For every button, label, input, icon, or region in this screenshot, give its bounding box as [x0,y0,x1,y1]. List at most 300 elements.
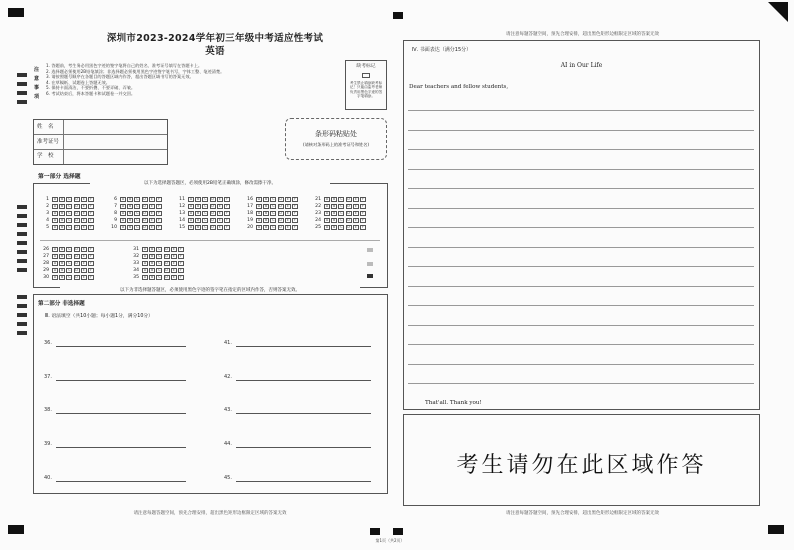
answer-bubble[interactable]: B [265,225,268,230]
writing-line[interactable] [408,344,754,345]
answer-bubble[interactable]: D [347,197,350,202]
answer-bubble[interactable]: B [61,197,64,202]
answer-bubble[interactable]: A [189,204,193,209]
answer-bubble[interactable]: E [82,247,85,252]
answer-bubble[interactable]: F [88,197,94,202]
answer-bubble[interactable]: C [68,204,71,209]
question-number: 10 [111,225,117,230]
answer-bubble[interactable]: D [75,218,78,223]
writing-line[interactable] [408,325,754,326]
answer-bubble[interactable]: E [82,275,85,280]
answer-bubble[interactable]: D [143,211,146,216]
answer-bubble[interactable]: B [61,247,64,252]
answer-bubble[interactable]: F [88,275,94,280]
answer-bubble[interactable]: D [279,225,282,230]
answer-bubble[interactable]: B [61,225,64,230]
answer-bubble[interactable]: A [53,254,57,259]
answer-bubble[interactable]: C [136,211,139,216]
timing-mark [17,82,27,86]
answer-bubble[interactable]: D [165,261,168,266]
answer-bubble[interactable]: D [75,247,78,252]
answer-bubble[interactable]: A [325,218,329,223]
answer-bubble[interactable]: F [178,261,184,266]
answer-bubble[interactable]: B [129,197,132,202]
answer-bubble[interactable]: C [340,218,343,223]
answer-bubble[interactable]: B [151,254,154,259]
answer-bubble[interactable]: F [292,204,298,209]
answer-bubble[interactable]: C [272,218,275,223]
answer-bubble[interactable]: B [265,218,268,223]
answer-bubble[interactable]: B [61,211,64,216]
timing-mark [17,331,27,335]
answer-bubble[interactable]: B [61,218,64,223]
answer-bubble[interactable]: E [286,197,289,202]
answer-bubble[interactable]: B [197,197,200,202]
question-number: 30 [43,275,49,280]
answer-bubble[interactable]: D [143,197,146,202]
answer-bubble[interactable]: A [257,218,261,223]
answer-bubble[interactable]: E [82,261,85,266]
answer-bubble[interactable]: D [347,218,350,223]
answer-bubble[interactable]: B [197,218,200,223]
answer-line[interactable] [56,481,186,482]
answer-bubble[interactable]: A [325,197,329,202]
answer-bubble[interactable]: E [172,247,175,252]
answer-bubble[interactable]: F [360,197,366,202]
choice-question [108,211,163,216]
answer-bubble[interactable]: F [88,225,94,230]
answer-bubble[interactable]: D [75,261,78,266]
answer-bubble[interactable]: F [224,225,230,230]
notice-item: 4. 在草稿纸、试题卷上答题无效。 [46,79,110,85]
choice-question [176,197,231,202]
answer-line[interactable] [236,481,371,482]
answer-bubble[interactable]: F [88,261,94,266]
answer-bubble[interactable]: D [75,204,78,209]
answer-bubble[interactable]: A [53,261,57,266]
choice-question [108,197,163,202]
answer-bubble[interactable]: E [286,218,289,223]
answer-bubble[interactable]: E [82,211,85,216]
answer-bubble[interactable]: B [151,268,154,273]
choice-question [40,197,95,202]
answer-bubble[interactable]: E [150,211,153,216]
answer-bubble[interactable]: C [158,254,161,259]
answer-bubble[interactable]: D [211,204,214,209]
answer-bubble[interactable]: E [354,211,357,216]
answer-bubble[interactable]: F [178,254,184,259]
answer-line[interactable] [236,447,371,448]
answer-bubble[interactable]: D [75,254,78,259]
answer-bubble[interactable]: F [224,204,230,209]
writing-line[interactable] [408,247,754,248]
answer-bubble[interactable]: C [158,247,161,252]
answer-bubble[interactable]: B [61,268,64,273]
answer-bubble[interactable]: B [333,204,336,209]
answer-bubble[interactable]: B [265,204,268,209]
answer-bubble[interactable]: E [82,218,85,223]
answer-bubble[interactable]: A [325,204,329,209]
question-number: 7 [114,204,117,209]
answer-bubble[interactable]: D [211,225,214,230]
answer-bubble[interactable]: A [143,254,147,259]
answer-bubble[interactable]: C [68,211,71,216]
section3-title: Ⅲ. 语法填空（共10小题；每小题1分，满分10分） [45,314,153,319]
answer-bubble[interactable]: E [82,204,85,209]
answer-bubble[interactable]: E [150,204,153,209]
answer-bubble[interactable]: C [340,204,343,209]
answer-bubble[interactable]: B [129,218,132,223]
choice-question [244,211,299,216]
answer-bubble[interactable]: F [224,211,230,216]
answer-bubble[interactable]: C [136,197,139,202]
answer-bubble[interactable]: B [129,225,132,230]
answer-bubble[interactable]: A [189,197,193,202]
answer-bubble[interactable]: C [136,204,139,209]
answer-line[interactable] [56,380,186,381]
part1-title: 第一部分 选择题 [38,174,81,180]
writing-line[interactable] [408,266,754,267]
question-number: 14 [179,218,185,223]
answer-bubble[interactable]: F [156,225,162,230]
absent-mark-checkbox[interactable] [362,73,370,78]
answer-bubble[interactable]: D [165,247,168,252]
answer-bubble[interactable]: F [224,197,230,202]
answer-bubble[interactable]: E [82,268,85,273]
answer-bubble[interactable]: F [88,268,94,273]
answer-bubble[interactable]: A [121,211,125,216]
answer-bubble[interactable]: C [68,197,71,202]
answer-bubble[interactable]: F [178,275,184,280]
answer-bubble[interactable]: D [75,225,78,230]
choice-question [40,204,95,209]
answer-bubble[interactable]: F [156,197,162,202]
writing-line[interactable] [408,364,754,365]
answer-bubble[interactable]: C [204,225,207,230]
answer-bubble[interactable]: C [340,225,343,230]
notice-label-char: 事 [34,85,40,91]
answer-bubble[interactable]: C [204,218,207,223]
answer-bubble[interactable]: F [292,211,298,216]
answer-bubble[interactable]: B [265,211,268,216]
writing-area [403,40,760,410]
answer-bubble[interactable]: B [151,275,154,280]
question-number: 11 [179,197,185,202]
name-field[interactable] [64,120,167,134]
choice-question [130,247,185,252]
question-number: 6 [114,197,117,202]
answer-bubble[interactable]: C [272,204,275,209]
answer-bubble[interactable]: F [292,218,298,223]
answer-bubble[interactable]: F [156,211,162,216]
answer-bubble[interactable]: F [88,247,94,252]
subject-title: 英语 [205,46,225,57]
answer-bubble[interactable]: D [165,275,168,280]
answer-bubble[interactable]: A [53,275,57,280]
exam-id-field[interactable] [64,135,167,149]
answer-bubble[interactable]: A [189,211,193,216]
absent-mark-title: 缺考标记 [356,64,376,69]
answer-line[interactable] [236,413,371,414]
answer-bubble[interactable]: E [82,254,85,259]
answer-bubble[interactable]: D [75,268,78,273]
answer-bubble[interactable]: C [68,225,71,230]
answer-bubble[interactable]: F [360,211,366,216]
blank-number: 42. [224,374,232,380]
blank-number: 37. [44,374,52,380]
answer-bubble[interactable]: C [68,254,71,259]
answer-bubble[interactable]: D [279,197,282,202]
answer-bubble[interactable]: E [172,254,175,259]
answer-bubble[interactable]: A [257,204,261,209]
answer-bubble[interactable]: E [150,225,153,230]
notice-item: 3. 请按照题号顺序在各题目的答题区域内作答，超出答题区域书写的答案无效。 [46,74,194,80]
choice-mark-2 [367,262,373,266]
answer-bubble[interactable]: F [88,218,94,223]
notice-item: 2. 选择题必须使用2B铅笔填涂；非选择题必须使用黑色字迹签字笔书写，字体工整、笔迹清楚。 [46,68,225,74]
answer-bubble[interactable]: C [204,211,207,216]
answer-bubble[interactable]: E [218,204,221,209]
answer-bubble[interactable]: E [218,225,221,230]
answer-bubble[interactable]: A [325,211,329,216]
answer-bubble[interactable]: C [136,225,139,230]
essay-closing: That'all. Thank you! [425,400,482,406]
choice-question [312,211,367,216]
answer-bubble[interactable]: C [158,261,161,266]
writing-line[interactable] [408,227,754,228]
answer-bubble[interactable]: D [279,204,282,209]
choice-question [176,211,231,216]
answer-bubble[interactable]: A [143,275,147,280]
answer-bubble[interactable]: B [61,254,64,259]
question-number: 12 [179,204,185,209]
answer-bubble[interactable]: C [158,268,161,273]
choice-question [130,268,185,273]
answer-bubble[interactable]: B [197,225,200,230]
timing-mark [17,223,27,227]
answer-bubble[interactable]: F [178,268,184,273]
answer-bubble[interactable]: A [121,225,125,230]
answer-bubble[interactable]: F [224,218,230,223]
footer-left: 请注意每题答题空间，预先合理安排，超出黑色矩形边框限定区域的答案无效 [133,511,287,516]
answer-bubble[interactable]: F [292,225,298,230]
answer-bubble[interactable]: A [257,197,261,202]
question-number: 9 [114,218,117,223]
question-number: 33 [133,261,139,266]
answer-bubble[interactable]: C [68,275,71,280]
answer-bubble[interactable]: C [340,211,343,216]
answer-bubble[interactable]: E [354,197,357,202]
question-number: 16 [247,197,253,202]
timing-mark [17,214,27,218]
answer-bubble[interactable]: D [211,211,214,216]
notice-label-char: 意 [34,76,40,82]
answer-bubble[interactable]: D [211,218,214,223]
answer-bubble[interactable]: C [136,218,139,223]
answer-bubble[interactable]: E [218,218,221,223]
answer-bubble[interactable]: F [156,204,162,209]
blank-number: 38. [44,407,52,413]
answer-bubble[interactable]: A [53,218,57,223]
answer-bubble[interactable]: D [143,218,146,223]
answer-bubble[interactable]: F [88,204,94,209]
answer-bubble[interactable]: C [204,197,207,202]
answer-bubble[interactable]: A [121,204,125,209]
answer-bubble[interactable]: D [75,275,78,280]
timing-mark [17,241,27,245]
answer-bubble[interactable]: A [53,197,57,202]
answer-bubble[interactable]: B [129,211,132,216]
answer-bubble[interactable]: A [121,197,125,202]
question-number: 18 [247,211,253,216]
answer-bubble[interactable]: D [279,218,282,223]
writing-line[interactable] [408,188,754,189]
answer-bubble[interactable]: F [360,204,366,209]
answer-bubble[interactable]: D [347,225,350,230]
answer-bubble[interactable]: E [218,211,221,216]
answer-bubble[interactable]: A [189,218,193,223]
question-number: 26 [43,247,49,252]
answer-bubble[interactable]: F [292,197,298,202]
answer-bubble[interactable]: A [53,247,57,252]
answer-bubble[interactable]: C [68,268,71,273]
answer-bubble[interactable]: F [156,218,162,223]
answer-bubble[interactable]: F [360,225,366,230]
blank-number: 44. [224,441,232,447]
answer-bubble[interactable]: B [265,197,268,202]
writing-line[interactable] [408,110,754,111]
answer-line[interactable] [56,447,186,448]
answer-bubble[interactable]: F [88,254,94,259]
timing-mark [17,313,27,317]
answer-bubble[interactable]: A [53,268,57,273]
choice-question [312,204,367,209]
answer-bubble[interactable]: B [61,275,64,280]
answer-bubble[interactable]: D [165,268,168,273]
answer-bubble[interactable]: F [178,247,184,252]
answer-bubble[interactable]: B [333,218,336,223]
answer-bubble[interactable]: C [204,204,207,209]
choice-question [244,218,299,223]
question-number: 5 [46,225,49,230]
timing-mark [17,232,27,236]
answer-bubble[interactable]: D [211,197,214,202]
answer-bubble[interactable]: D [165,254,168,259]
answer-bubble[interactable]: D [143,204,146,209]
answer-bubble[interactable]: B [197,211,200,216]
student-info-box [33,119,168,165]
answer-bubble[interactable]: E [150,218,153,223]
question-number: 8 [114,211,117,216]
answer-bubble[interactable]: B [333,197,336,202]
answer-line[interactable] [56,413,186,414]
answer-bubble[interactable]: A [121,218,125,223]
answer-bubble[interactable]: B [151,247,154,252]
answer-bubble[interactable]: C [68,247,71,252]
answer-bubble[interactable]: E [286,204,289,209]
school-label: 学 校 [34,150,64,164]
answer-bubble[interactable]: E [172,261,175,266]
answer-bubble[interactable]: D [347,211,350,216]
absent-mark-box [345,60,387,110]
answer-bubble[interactable]: D [347,204,350,209]
answer-bubble[interactable]: A [257,225,261,230]
answer-bubble[interactable]: E [354,218,357,223]
answer-line[interactable] [236,380,371,381]
answer-bubble[interactable]: F [360,218,366,223]
answer-bubble[interactable]: E [172,275,175,280]
answer-bubble[interactable]: C [68,218,71,223]
answer-line[interactable] [236,346,371,347]
choice-question [130,254,185,259]
answer-bubble[interactable]: C [272,225,275,230]
answer-bubble[interactable]: E [286,225,289,230]
answer-bubble[interactable]: D [143,225,146,230]
writing-line[interactable] [408,305,754,306]
answer-bubble[interactable]: F [88,211,94,216]
answer-bubble[interactable]: A [53,204,57,209]
answer-bubble[interactable]: A [53,225,57,230]
answer-bubble[interactable]: C [272,211,275,216]
answer-bubble[interactable]: B [61,204,64,209]
answer-bubble[interactable]: B [333,225,336,230]
corner-mark-bl [8,525,24,534]
answer-bubble[interactable]: C [68,261,71,266]
timing-mark [17,100,27,104]
blank-number: 36. [44,340,52,346]
writing-line[interactable] [408,208,754,209]
answer-bubble[interactable]: D [75,211,78,216]
answer-bubble[interactable]: E [354,225,357,230]
school-field[interactable] [64,150,167,164]
answer-bubble[interactable]: A [189,225,193,230]
answer-bubble[interactable]: E [150,197,153,202]
writing-line[interactable] [408,149,754,150]
answer-bubble[interactable]: B [61,261,64,266]
answer-bubble[interactable]: E [286,211,289,216]
writing-line[interactable] [408,130,754,131]
answer-bubble[interactable]: B [197,204,200,209]
answer-bubble[interactable]: D [75,197,78,202]
answer-bubble[interactable]: C [272,197,275,202]
choice-question [312,225,367,230]
answer-bubble[interactable]: E [218,197,221,202]
answer-line[interactable] [56,346,186,347]
answer-bubble[interactable]: B [151,261,154,266]
writing-line[interactable] [408,286,754,287]
answer-bubble[interactable]: A [53,211,57,216]
answer-bubble[interactable]: E [82,197,85,202]
choice-question [130,275,185,280]
writing-section-title: Ⅳ. 书面表达（满分15分） [412,47,472,53]
answer-bubble[interactable]: A [143,247,147,252]
choice-question [176,225,231,230]
answer-bubble[interactable]: A [325,225,329,230]
answer-bubble[interactable]: C [158,275,161,280]
answer-bubble[interactable]: E [172,268,175,273]
answer-bubble[interactable]: B [333,211,336,216]
writing-line[interactable] [408,169,754,170]
answer-bubble[interactable]: A [257,211,261,216]
answer-bubble[interactable]: E [82,225,85,230]
answer-bubble[interactable]: A [143,261,147,266]
answer-bubble[interactable]: A [143,268,147,273]
answer-bubble[interactable]: D [279,211,282,216]
answer-bubble[interactable]: B [129,204,132,209]
writing-line[interactable] [408,383,754,384]
answer-bubble[interactable]: C [340,197,343,202]
answer-bubble[interactable]: E [354,204,357,209]
